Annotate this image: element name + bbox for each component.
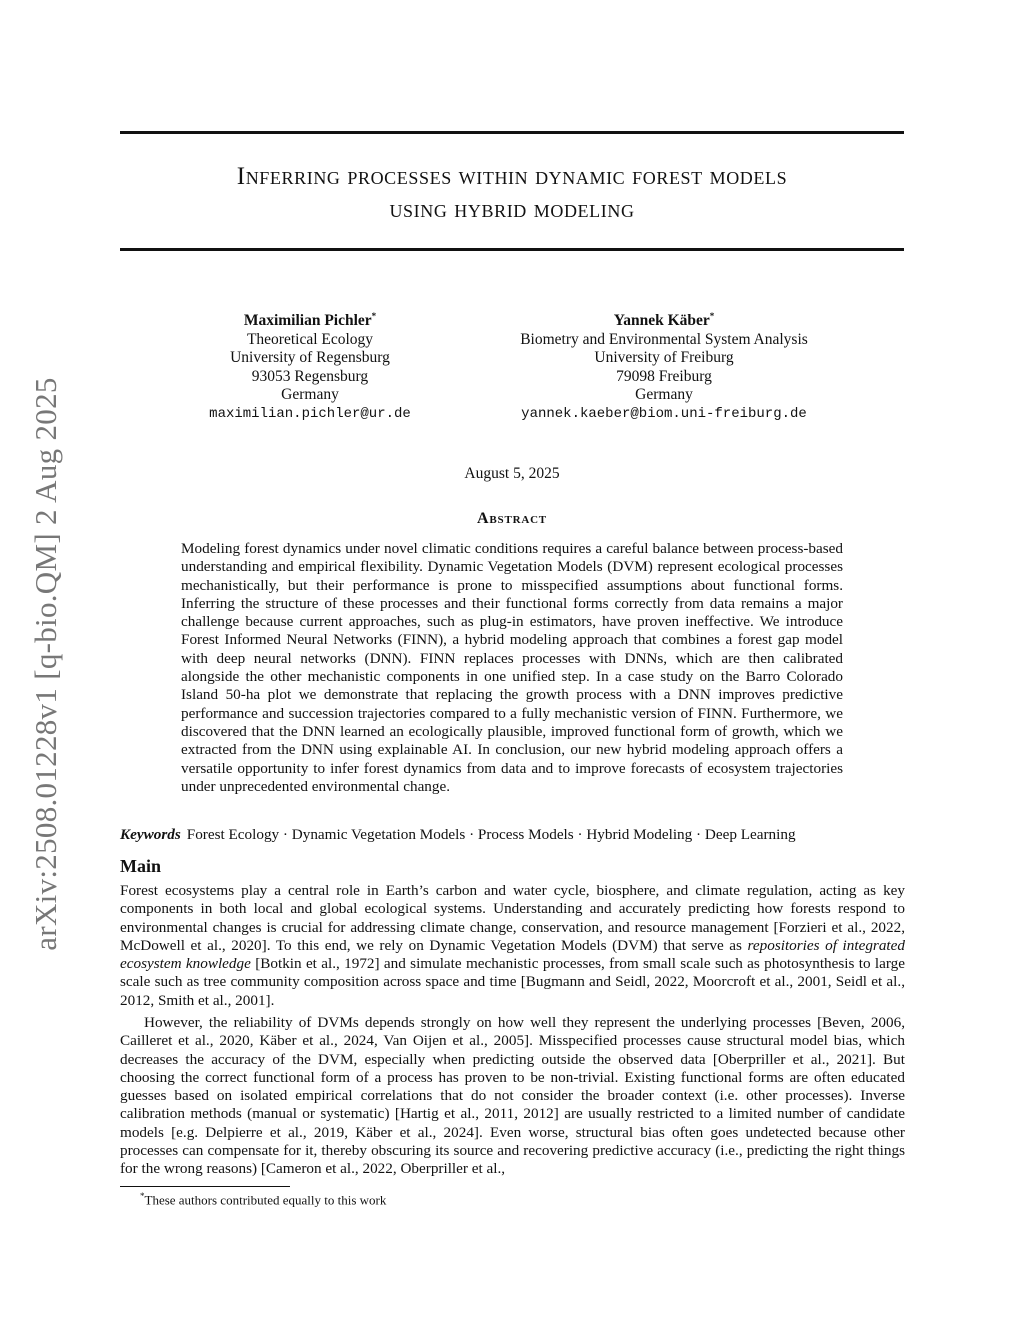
author-city: 93053 Regensburg: [251, 367, 369, 385]
author-block-kaeber: [484, 307, 844, 423]
author-dept: Theoretical Ecology: [246, 330, 374, 348]
body-paragraph-2: However, the reliability of DVMs depends strongly on how well they represent the underlying processes [Beven, 2006, Cailleret et al., 2020, Käber et al., 2024, Van Oijen et al., 2005]. Misspecified processes cause structural model bias, which decreases the accuracy of the DVM, especially when predicting outside the observed data [Oberpriller et al., 2021]. But choosing the correct functional form of a process has proven to be non-trivial. Existing functional forms are often educated guesses based on isolated empirical correlations that do not consider the broader context (i.e. other processes). Inverse calibration methods (manual or systematic) [Hartig et al., 2011, 2012] are usually restricted to a limited number of candidate models [e.g. Delpierre et al., 2019, Käber et al., 2024]. Even worse, structural bias often goes undetected because other processes can compensate for it, thereby obscuring its source and recovering predictive accuracy (i.e., predicting the right things for the wrong reasons) [Cameron et al., 2022, Oberpriller et al.,: [120, 1014, 905, 1178]
paragraph-text: [Botkin et al., 1972] and simulate mechanistic processes, from small scale such as photosynthesis to large scale such as tree community composition across space and time [Bugmann and Seidl, 2022, Moorcroft et al., 2001, Seidl et al., 2012, Smith et al., 2001].: [120, 955, 906, 1009]
author-university: University of Freiburg: [594, 349, 734, 367]
paragraph-text: Forest ecosystems play a central role in Earth’s carbon and water cycle, biosphere, and climate regulation, acting as key components in both local and global ecological systems. Understanding and accurately predicting how forests respond to environmental changes is crucial for addressing climate change, conservation, and resource management [Forzieri et al., 2022, McDowell et al., 2020]. To this end, we rely on Dynamic Vegetation Models (DVM) that serve as: [120, 882, 905, 954]
publication-date: August 5, 2025: [464, 465, 560, 482]
abstract-heading: Abstract: [477, 510, 547, 527]
title-rule-top: [120, 131, 904, 134]
footnote-rule: [120, 1186, 290, 1187]
author-city: 79098 Freiburg: [616, 367, 712, 385]
author-block-pichler: [170, 307, 450, 423]
footnote-text: These authors contributed equally to this work: [144, 1192, 387, 1208]
footnote: [140, 1191, 386, 1208]
author-university: University of Regensburg: [230, 349, 390, 367]
footnote-mark: *: [140, 1191, 145, 1201]
author-email: yannek.kaeber@biom.uni-freiburg.de: [521, 405, 807, 422]
title-line-2: using hybrid modeling: [389, 196, 635, 223]
section-heading-main: Main: [120, 856, 162, 876]
author-mark: *: [709, 311, 715, 321]
keywords-text: Forest Ecology · Dynamic Vegetation Models · Process Models · Hybrid Modeling · Deep Learning: [186, 826, 796, 843]
author-name: Yannek Käber: [613, 312, 710, 330]
author-dept: Biometry and Environmental System Analysis: [520, 330, 808, 348]
title-line-1: Inferring processes within dynamic forest models: [236, 163, 788, 190]
abstract-text: Modeling forest dynamics under novel climatic conditions requires a careful balance between process-based understanding and empirical flexibility. Dynamic Vegetation Models (DVM) represent ecological processes mechanistically, but their performance is prone to misspecified assumptions about functional forms. Inferring the structure of these processes and their functional forms correctly from data remains a major challenge because current approaches, such as plug-in estimators, have proven ineffective. We introduce Forest Informed Neural Networks (FINN), a hybrid modeling approach that combines a forest gap model with deep neural networks (DNN). FINN replaces processes with DNNs, which are then calibrated alongside the other mechanistic components in one unified step. In a case study on the Barro Colorado Island 50-ha plot we demonstrate that replacing the growth process with a DNN improves predictive performance and succession trajectories compared to a fully mechanistic version of FINN. Furthermore, we discovered that the DNN learned an ecologically plausible, improved functional form of growth, which we extracted from the DNN using explainable AI. In conclusion, our new hybrid modeling approach offers a versatile opportunity to infer forest dynamics from data and to improve forecasts of ecosystem trajectories under unprecedented environmental change.: [181, 540, 843, 795]
keywords-line: [120, 826, 904, 844]
paper-title: [120, 160, 904, 226]
author-country: Germany: [635, 386, 693, 404]
author-email: maximilian.pichler@ur.de: [209, 405, 411, 422]
body-paragraph-1: [120, 882, 905, 1010]
title-rule-bottom: [120, 248, 904, 251]
author-mark: *: [371, 311, 377, 321]
arxiv-id: arXiv:2508.01228v1 [q-bio.QM] 2 Aug 2025: [28, 377, 63, 951]
author-country: Germany: [281, 386, 339, 404]
author-name: Maximilian Pichler: [243, 312, 372, 330]
emphasis-text: repositories of integrated ecosystem knowledge: [120, 936, 905, 973]
keywords-label: Keywords: [120, 826, 181, 843]
